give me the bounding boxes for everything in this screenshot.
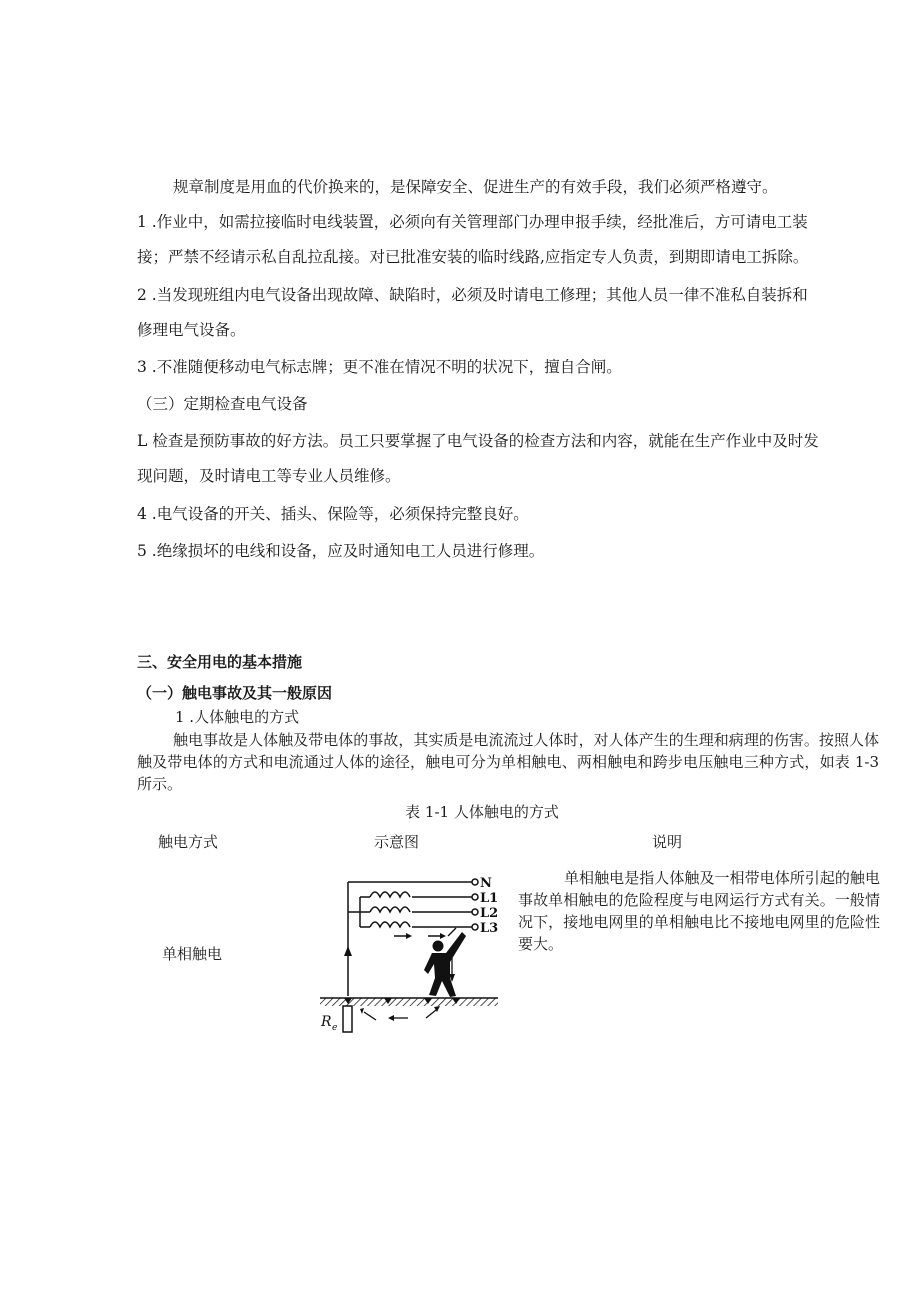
label-l2: L2 [480,906,499,921]
item-2-line-1: 2 .当发现班组内电气设备出现故障、缺陷时，必须及时请电工修理；其他人员一律不准私自装拆和 [137,286,808,304]
intro-paragraph: 规章制度是用血的代价换来的，是保障安全、促进生产的有效手段，我们必须严格遵守。 [173,178,778,196]
current-arrow-up [344,946,352,956]
coil-l3 [370,922,410,927]
label-l1: L1 [480,891,499,906]
section-body: 触电事故是人体触及带电体的事故，其实质是电流流过人体时，对人体产生的生理和病理的伤害。按照人体触及带电体的方式和电流通过人体的途径，触电可分为单相触电、两相触电和跨步电压触电三种方式，如表 1-3 所示。 [137,731,879,793]
table-header-diagram: 示意图 [374,833,420,851]
table-header-description: 说明 [652,833,683,851]
item-heading: 1 .人体触电的方式 [175,708,300,726]
section-subheading: （一）触电事故及其一般原因 [137,684,333,702]
item-5: 5 .绝缘损坏的电线和设备，应及时通知电工人员进行修理。 [137,542,545,560]
item-L-line-1: L 检查是预防事故的好方法。员工只要掌握了电气设备的检查方法和内容，就能在生产作业中及时发 [137,432,819,450]
item-1-line-2: 接；严禁不经请示私自乱拉乱接。对已批准安装的临时线路,应指定专人负责，到期即请电工拆除。 [137,248,809,266]
table-cell-description: 单相触电是指人体触及一相带电体所引起的触电事故单相触电的危险程度与电网运行方式有关。一般情况下，接地电网里的单相触电比不接地电网里的危险性要大。 [518,869,880,953]
item-4: 4 .电气设备的开关、插头、保险等，必须保持完整良好。 [137,505,529,523]
person-figure [424,932,466,997]
label-n: N [480,876,492,891]
table-header-method: 触电方式 [158,833,219,851]
item-1-line-1: 1 .作业中，如需拉接临时电线装置，必须向有关管理部门办理申报手续，经批准后，方可请电工装 [137,213,808,231]
coil-l1 [370,892,410,897]
item-2-line-2: 修理电气设备。 [137,321,246,339]
label-resistor-subscript: e [332,1023,338,1033]
table-caption: 表 1-1 人体触电的方式 [405,803,559,821]
section-heading: 三、安全用电的基本措施 [137,653,303,671]
item-L-line-2: 现问题，及时请电工等专业人员维修。 [137,467,401,485]
item-3: 3 .不准随便移动电气标志牌；更不准在情况不明的状况下，擅自合闸。 [137,358,622,376]
current-arrow [440,933,446,939]
label-resistor: R [321,1014,332,1030]
label-l3: L3 [480,921,499,936]
single-phase-shock-diagram [316,866,504,1038]
table-cell-method: 单相触电 [162,945,223,963]
earth-resistor [343,1006,352,1032]
current-arrow [406,933,412,939]
coil-l2 [370,907,410,912]
section-3-heading: （三）定期检查电气设备 [137,395,308,413]
